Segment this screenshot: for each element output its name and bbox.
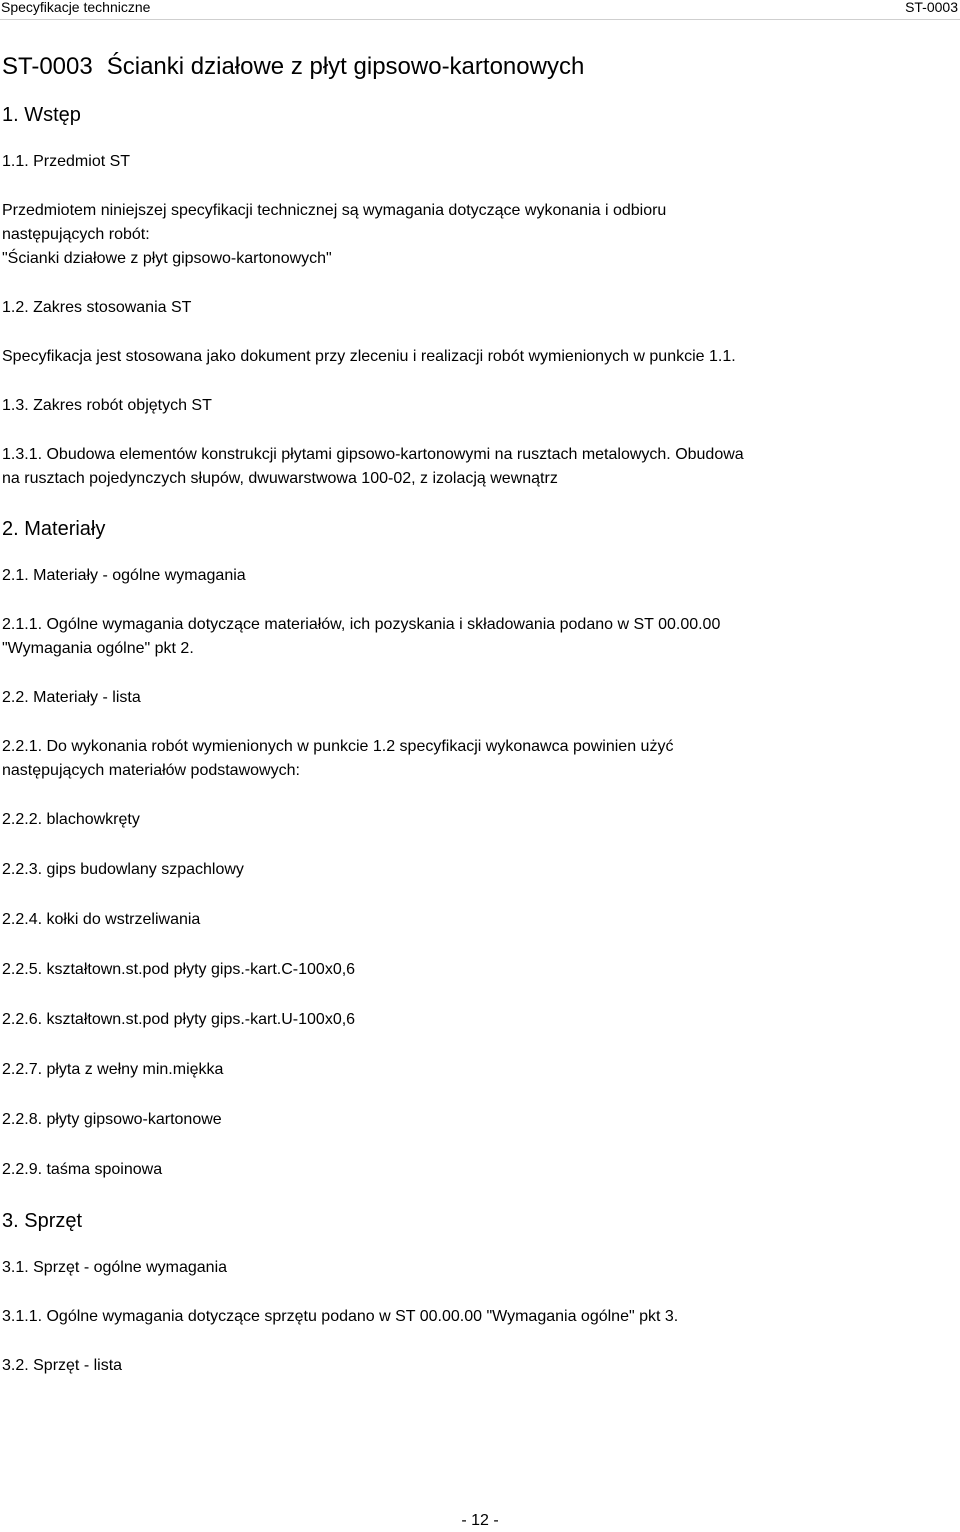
- section-heading-1: 1. Wstęp: [2, 104, 81, 126]
- material-item: 2.2.9. taśma spoinowa: [2, 1161, 163, 1178]
- document-body: [2, 52, 952, 1403]
- header-divider: [0, 19, 960, 20]
- paragraph-line: następujących materiałów podstawowych:: [2, 762, 300, 779]
- paragraph-1-1: [2, 199, 952, 271]
- header-doc-type: Specyfikacje techniczne: [1, 0, 151, 15]
- title-text: Ścianki działowe z płyt gipsowo-kartonowych: [106, 53, 585, 80]
- title-code: ST-0003: [2, 53, 93, 80]
- page-header: [0, 0, 960, 20]
- material-item: 2.2.2. blachowkręty: [2, 811, 140, 828]
- document-title: [2, 52, 952, 82]
- subsection-heading-2-1: 2.1. Materiały - ogólne wymagania: [2, 567, 246, 584]
- paragraph-line: "Wymagania ogólne" pkt 2.: [2, 640, 194, 657]
- paragraph-2-1-1: [2, 613, 952, 661]
- material-item: 2.2.5. kształtown.st.pod płyty gips.-kart.C-100x0,6: [2, 961, 356, 978]
- subsection-heading-1-1: 1.1. Przedmiot ST: [2, 153, 131, 170]
- material-item: 2.2.4. kołki do wstrzeliwania: [2, 911, 201, 928]
- paragraph-line: Przedmiotem niniejszej specyfikacji technicznej są wymagania dotyczące wykonania i odbioru: [2, 202, 667, 219]
- material-item: 2.2.6. kształtown.st.pod płyty gips.-kart.U-100x0,6: [2, 1011, 356, 1028]
- paragraph-line: na rusztach pojedynczych słupów, dwuwarstwowa 100-02, z izolacją wewnątrz: [2, 470, 558, 487]
- material-item: 2.2.7. płyta z wełny min.miękka: [2, 1061, 224, 1078]
- paragraph-2-2-1: [2, 735, 952, 783]
- subsection-heading-1-2: 1.2. Zakres stosowania ST: [2, 299, 192, 316]
- header-doc-code: ST-0003: [905, 0, 958, 15]
- subsection-heading-2-2: 2.2. Materiały - lista: [2, 689, 141, 706]
- paragraph-1-2: Specyfikacja jest stosowana jako dokument przy zleceniu i realizacji robót wymienionych w punkcie 1.1.: [2, 348, 736, 365]
- subsection-heading-1-3: 1.3. Zakres robót objętych ST: [2, 397, 212, 414]
- paragraph-line: 2.1.1. Ogólne wymagania dotyczące materiałów, ich pozyskania i składowania podano w ST 00.00.00: [2, 616, 721, 633]
- subsection-heading-3-2: 3.2. Sprzęt - lista: [2, 1357, 123, 1374]
- material-item: 2.2.8. płyty gipsowo-kartonowe: [2, 1111, 222, 1128]
- section-heading-3: 3. Sprzęt: [2, 1210, 83, 1232]
- page-number: - 12 -: [461, 1512, 499, 1529]
- paragraph-3-1-1: 3.1.1. Ogólne wymagania dotyczące sprzętu podano w ST 00.00.00 "Wymagania ogólne" pkt 3.: [2, 1308, 679, 1325]
- paragraph-1-3-1: [2, 443, 952, 491]
- subsection-heading-3-1: 3.1. Sprzęt - ogólne wymagania: [2, 1259, 228, 1276]
- material-item: 2.2.3. gips budowlany szpachlowy: [2, 861, 244, 878]
- paragraph-line: "Ścianki działowe z płyt gipsowo-kartonowych": [2, 250, 332, 267]
- paragraph-line: 2.2.1. Do wykonania robót wymienionych w punkcie 1.2 specyfikacji wykonawca powinien użyć: [2, 738, 674, 755]
- paragraph-line: następujących robót:: [2, 226, 150, 243]
- paragraph-line: 1.3.1. Obudowa elementów konstrukcji płytami gipsowo-kartonowymi na rusztach metalowych. Obudowa: [2, 446, 744, 463]
- section-heading-2: 2. Materiały: [2, 518, 106, 540]
